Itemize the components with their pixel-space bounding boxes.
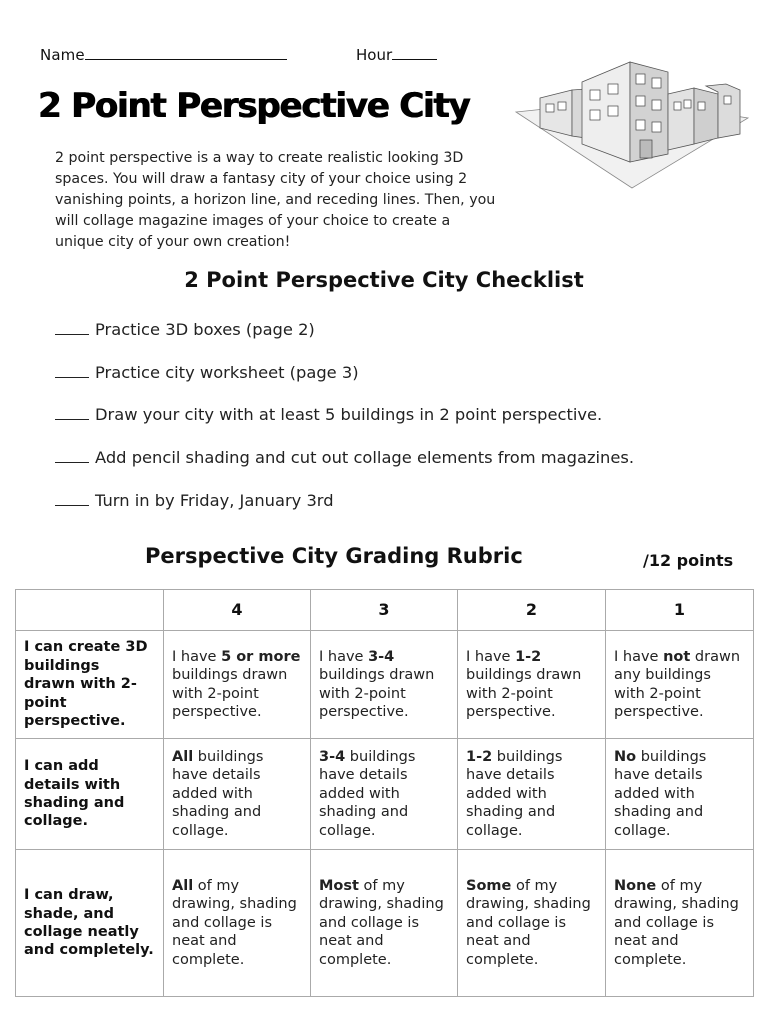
rubric-title: Perspective City Grading Rubric [145,544,523,568]
cell-bold: 1-2 [466,748,493,765]
checklist-item [55,359,634,402]
page-title: 2 Point Perspective City [38,86,470,126]
rubric-table [15,589,754,997]
points-total: /12 points [643,551,734,570]
rubric-criterion: I can add details with shading and collage. [16,739,164,850]
rubric-header-cell: 2 [458,590,606,631]
check-blank[interactable] [55,403,89,420]
checklist-item [55,487,634,530]
checklist-item [55,401,634,444]
cell-bold: All [172,748,194,765]
rubric-row [16,850,754,997]
hour-field[interactable] [356,46,437,64]
check-blank[interactable] [55,361,89,378]
checklist-item-label: Turn in by Friday, January 3rd [95,490,334,510]
name-label: Name [40,46,85,64]
checklist-item-label: Practice city worksheet (page 3) [95,362,359,382]
check-blank[interactable] [55,446,89,463]
cell-post: buildings drawn with 2-point perspective. [466,667,582,720]
check-blank[interactable] [55,489,89,506]
cell-pre: I have [614,648,664,665]
rubric-cell [164,631,311,739]
rubric-cell [458,739,606,850]
checklist-item-label: Practice 3D boxes (page 2) [95,320,315,339]
cell-bold: Some [466,877,512,894]
hour-blank[interactable] [392,47,437,60]
rubric-criterion: I can create 3D buildings drawn with 2-point perspective. [16,631,164,739]
checklist-item-label: Draw your city with at least 5 buildings in 2 point perspective. [95,405,603,425]
name-blank[interactable] [85,47,287,60]
cell-bold: 5 or more [221,648,301,665]
intro-paragraph: 2 point perspective is a way to create realistic looking 3D spaces. You will draw a fantasy city of your choice using 2 vanishing points, a horizon line, and receding lines. Then, you will collage magazine images of your choice to create a unique city of your own creation! [55,150,496,250]
cell-post: of my drawing, shading and collage is neat and complete. [466,877,591,968]
cell-post: buildings have details added with shading and collage. [466,748,563,839]
rubric-row [16,739,754,850]
cell-bold: 1-2 [515,648,542,665]
rubric-header-cell: 3 [311,590,458,631]
check-blank[interactable] [55,318,89,335]
cell-bold: Most [319,877,359,894]
rubric-cell [164,850,311,997]
cell-post: of my drawing, shading and collage is neat and complete. [172,877,297,968]
hour-label: Hour [356,46,393,64]
rubric-cell [606,850,754,997]
rubric-row [16,631,754,739]
cell-post: buildings drawn with 2-point perspective. [319,667,435,720]
rubric-cell [458,850,606,997]
checklist-item [55,316,634,359]
checklist-title: 2 Point Perspective City Checklist [184,268,584,292]
checklist [55,316,634,529]
rubric-header-cell: 1 [606,590,754,631]
cell-post: buildings have details added with shading and collage. [614,748,707,839]
rubric-cell [164,739,311,850]
cell-pre: I have [172,648,222,665]
building-sketch-illustration [512,40,752,190]
rubric-criterion: I can draw, shade, and collage neatly and completely. [16,850,164,997]
rubric-cell [458,631,606,739]
cell-bold: No [614,748,637,765]
cell-post: buildings have details added with shading and collage. [319,748,416,839]
cell-bold: All [172,877,194,894]
cell-pre: I have [466,648,516,665]
rubric-cell [606,739,754,850]
rubric-header-cell [16,590,164,631]
rubric-header-cell: 4 [164,590,311,631]
rubric-header-row [16,590,754,631]
cell-bold: not [663,648,691,665]
name-field[interactable] [40,46,287,64]
rubric-cell [606,631,754,739]
cell-bold: 3-4 [368,648,395,665]
rubric-cell [311,631,458,739]
cell-bold: None [614,877,657,894]
cell-post: buildings drawn with 2-point perspective. [172,667,288,720]
cell-post: drawn any buildings with 2-point perspective. [614,648,741,720]
cell-post: of my drawing, shading and collage is neat and complete. [614,877,739,968]
checklist-item-label: Add pencil shading and cut out collage elements from magazines. [95,448,635,468]
cell-pre: I have [319,648,369,665]
rubric-cell [311,850,458,997]
cell-post: buildings have details added with shading and collage. [172,748,264,839]
rubric-cell [311,739,458,850]
checklist-item [55,444,634,487]
cell-bold: 3-4 [319,748,346,765]
cell-post: of my drawing, shading and collage is neat and complete. [319,877,444,968]
